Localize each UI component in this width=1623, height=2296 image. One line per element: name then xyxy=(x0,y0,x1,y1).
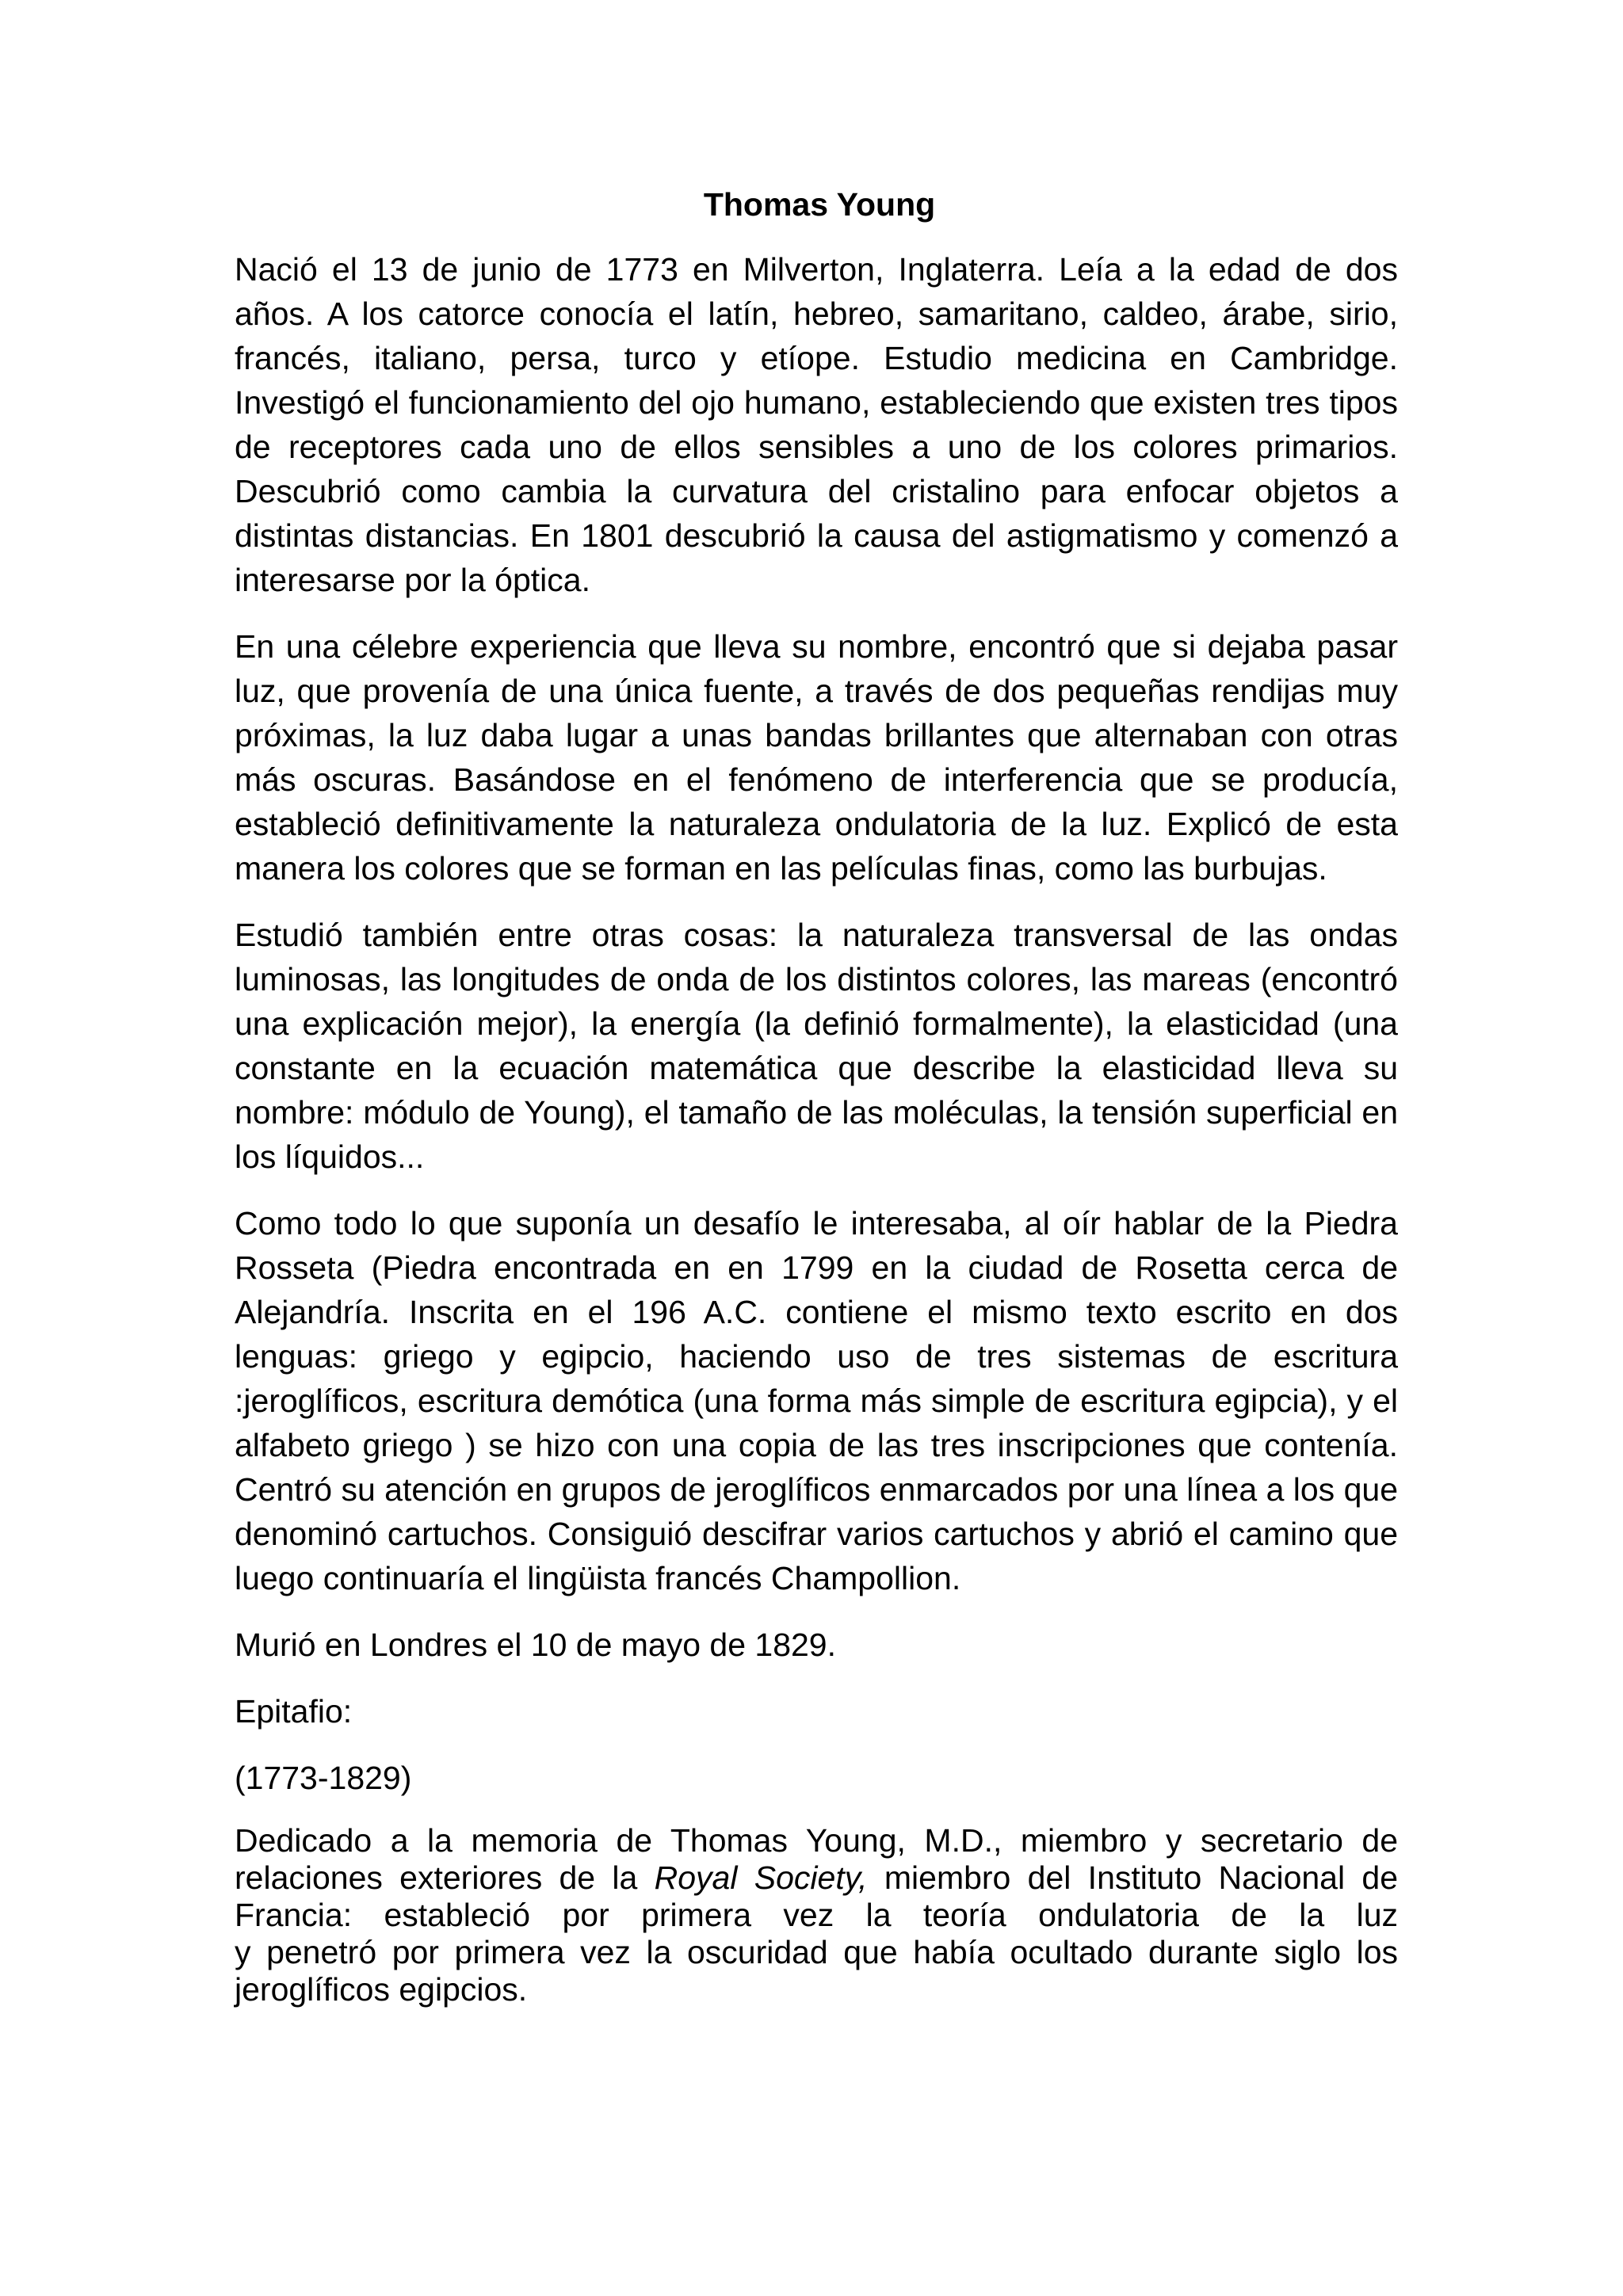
epitaph-part-3: y penetró por primera vez la oscuridad que había ocultado durante siglo los jeroglíficos egipcios. xyxy=(235,1934,1398,2008)
document-title: Thomas Young xyxy=(703,186,936,223)
paragraph-death: Murió en Londres el 10 de mayo de 1829. xyxy=(235,1627,837,1663)
epitaph-royal-society: Royal Society, xyxy=(654,1859,868,1896)
epitaph-line-block-2 xyxy=(235,1934,1398,2008)
paragraph-other-studies: Estudió también entre otras cosas: la naturaleza transversal de las ondas luminosas, las longitudes de onda de los distintos colores, las mareas (encontró una explicación mejor), la energía (la definió formalmente), la elasticidad (una constante en la ecuación matemática que describe la elasticidad lleva su nombre: módulo de Young), el tamaño de las moléculas, la tensión superficial en los líquidos... xyxy=(235,917,1398,1175)
epitaph-label: Epitafio: xyxy=(235,1693,353,1730)
paragraph-rosetta-stone: Como todo lo que suponía un desafío le interesaba, al oír hablar de la Piedra Rosseta (Piedra encontrada en en 1799 en la ciudad de Rosetta cerca de Alejandría. Inscrita en el 196 A.C. contiene el mismo texto escrito en dos lenguas: griego y egipcio, haciendo uso de tres sistemas de escritura :jeroglíficos, escritura demótica (una forma más simple de escritura egipcia), y el alfabeto griego ) se hizo con una copia de las tres inscripciones que contenía. Centró su atención en grupos de jeroglíficos enmarcados por una línea a los que denominó cartuchos. Consiguió descifrar varios cartuchos y abrió el camino que luego continuaría el lingüista francés Champollion. xyxy=(235,1205,1398,1596)
epitaph-part-1: Dedicado a la memoria de Thomas Young, M.D., miembro y secretario de relaciones exteriores de la xyxy=(235,1822,1398,1896)
years-range: (1773-1829) xyxy=(235,1760,412,1796)
paragraph-early-life: Nació el 13 de junio de 1773 en Milverton, Inglaterra. Leía a la edad de dos años. A los catorce conocía el latín, hebreo, samaritano, caldeo, árabe, sirio, francés, italiano, persa, turco y etíope. Estudio medicina en Cambridge. Investigó el funcionamiento del ojo humano, estableciendo que existen tres tipos de receptores cada uno de ellos sensibles a uno de los colores primarios. Descubrió como cambia la curvatura del cristalino para enfocar objetos a distintas distancias. En 1801 descubrió la causa del astigmatismo y comenzó a interesarse por la óptica. xyxy=(235,251,1398,598)
document-body xyxy=(235,182,1398,2008)
epitaph-line-block xyxy=(235,1822,1398,1934)
paragraph-double-slit: En una célebre experiencia que lleva su nombre, encontró que si dejaba pasar luz, que provenía de una única fuente, a través de dos pequeñas rendijas muy próximas, la luz daba lugar a unas bandas brillantes que alternaban con otras más oscuras. Basándose en el fenómeno de interferencia que se producía, estableció definitivamente la naturaleza ondulatoria de la luz. Explicó de esta manera los colores que se forman en las películas finas, como las burbujas. xyxy=(235,628,1398,887)
epitaph-part-2: miembro del Instituto Nacional de Francia: estableció por primera vez la teoría ondulatoria de la luz xyxy=(235,1859,1399,1933)
epitaph-text xyxy=(235,1822,1398,2008)
